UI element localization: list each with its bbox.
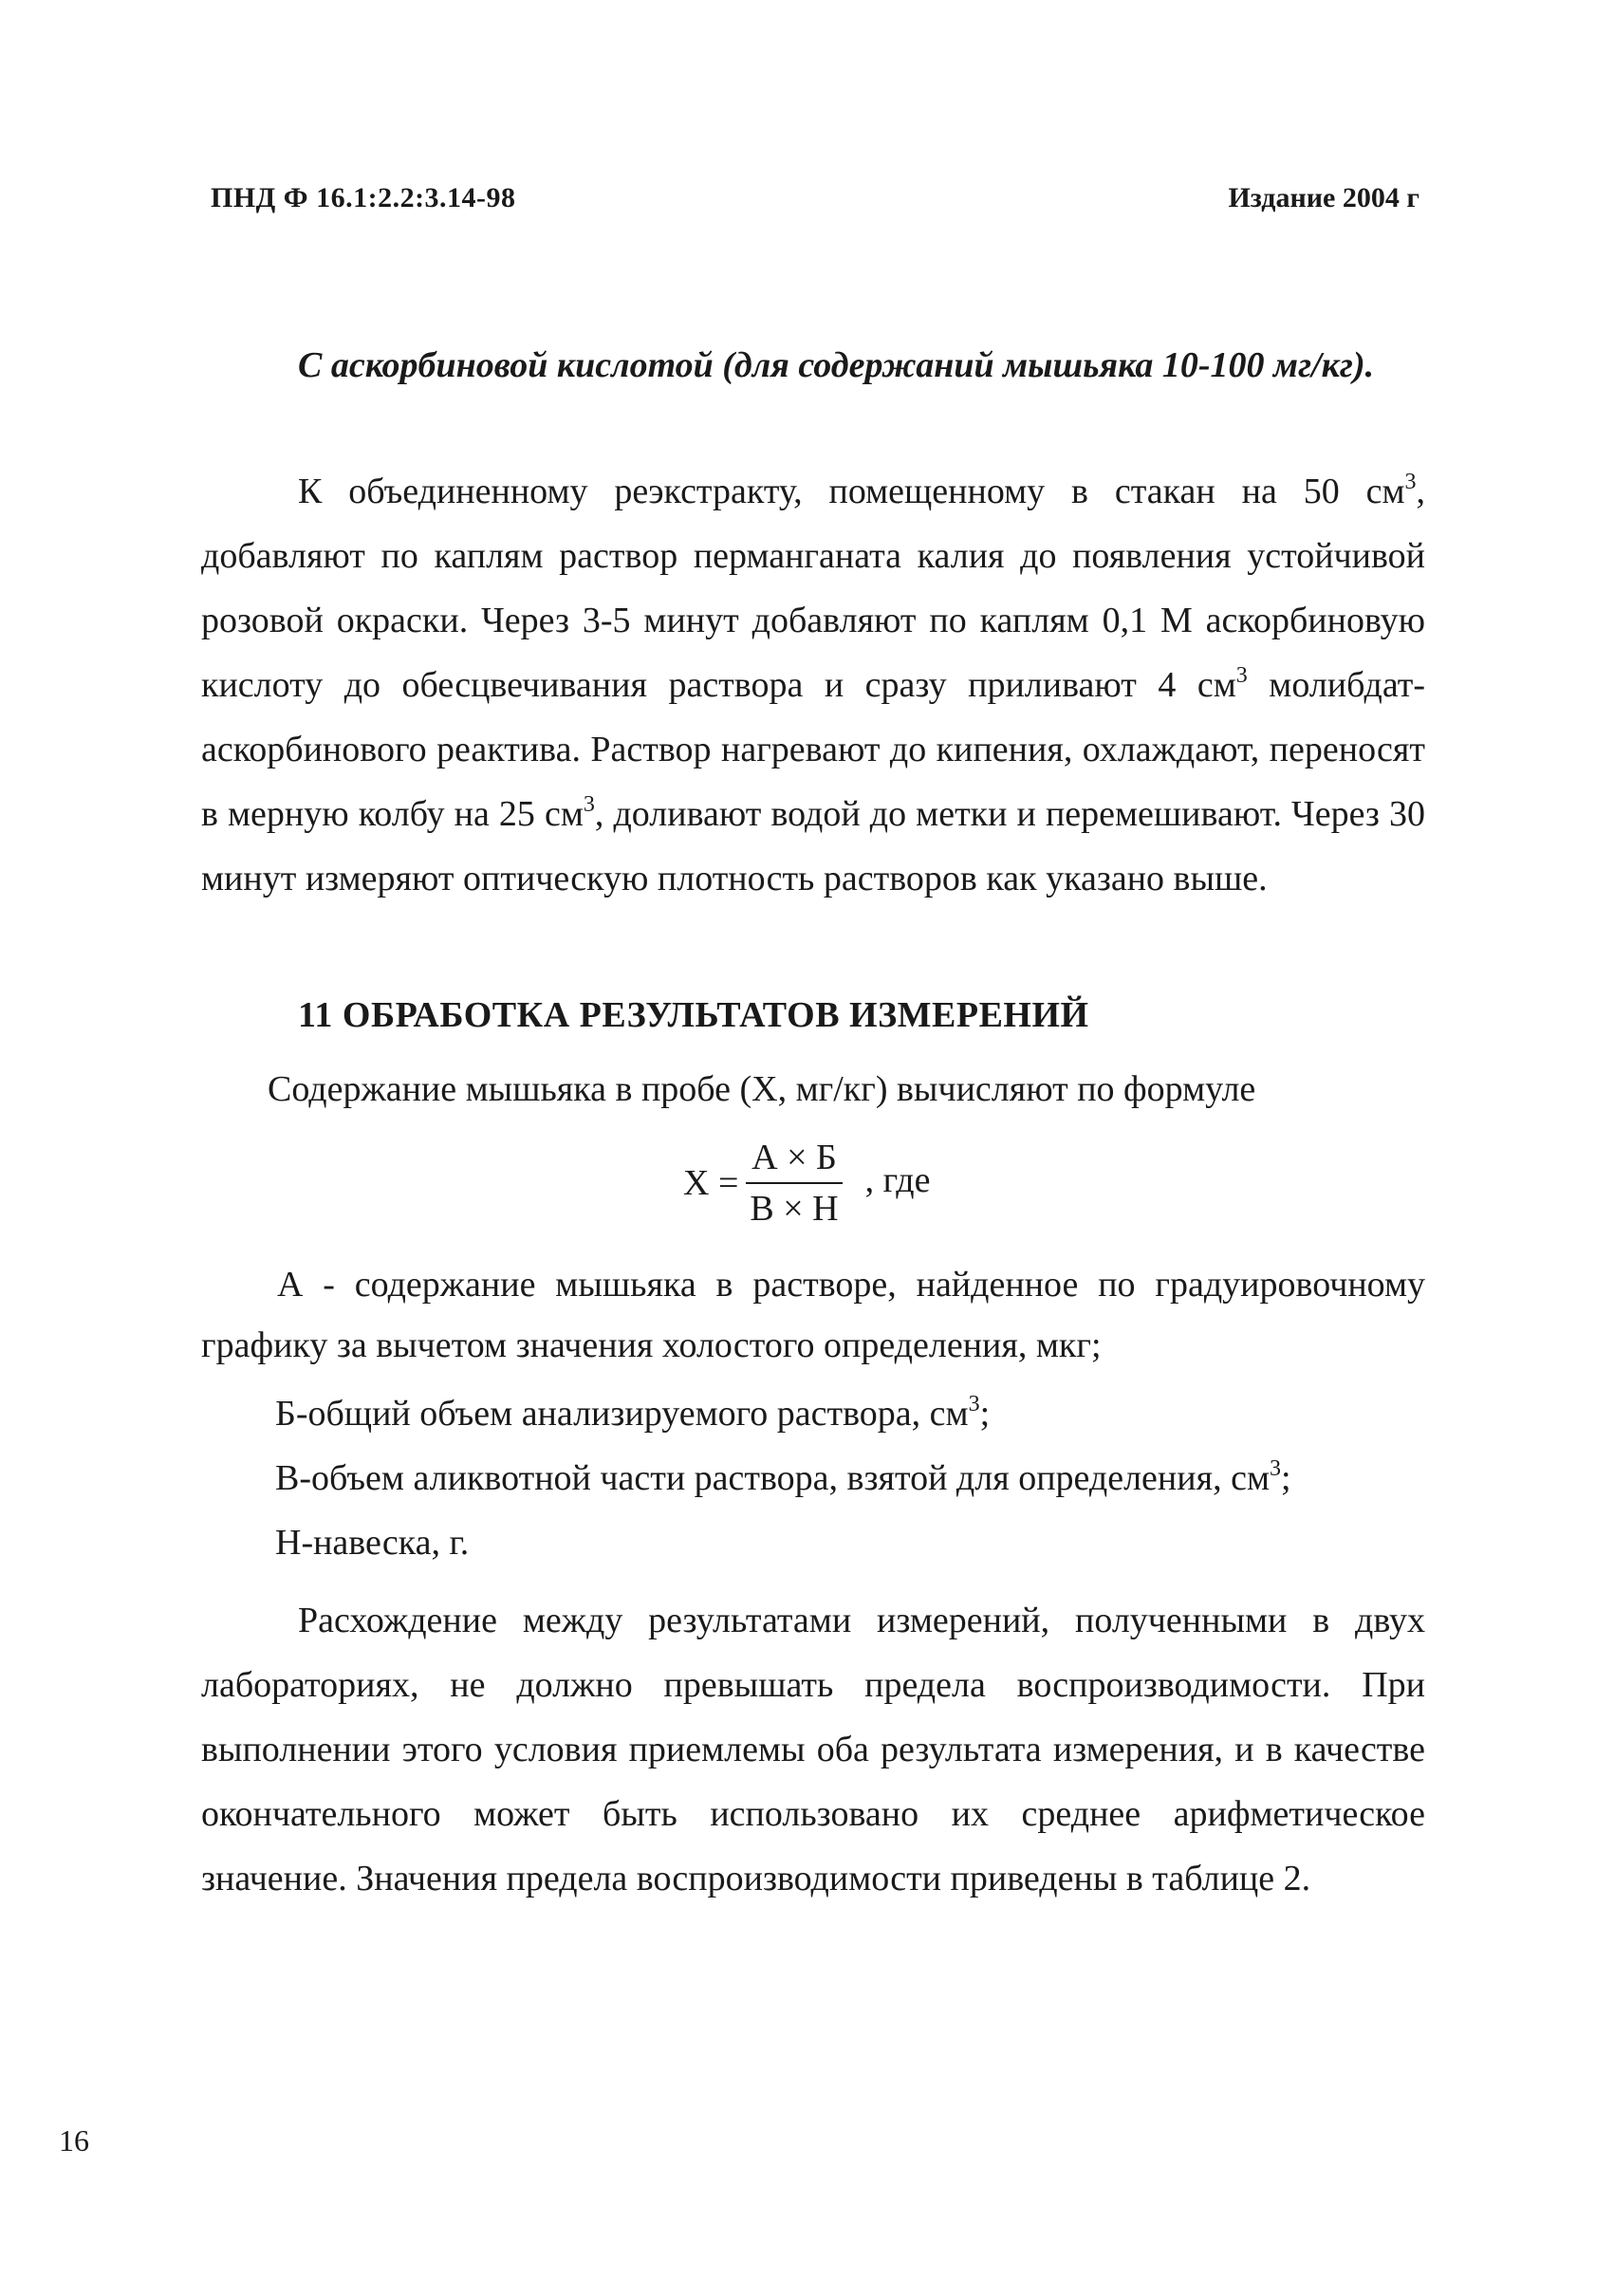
definition-text: В-объем аликвотной части раствора, взятой для определения, см <box>275 1458 1270 1498</box>
edition-label: Издание 2004 г <box>1228 182 1419 213</box>
formula <box>683 1137 931 1230</box>
page-number: 16 <box>59 2123 89 2157</box>
subsection-title: С аскорбиновой кислотой (для содержаний мышьяка 10-100 мг/кг). <box>298 345 1375 385</box>
paragraph-text: , добавляют по каплям раствор перманганата калия до появления устойчивой розовой окраски. Через 3-5 минут добавляют по каплям 0,1 М аскорбиновую кислоту до обесцвечивания раствора и сразу приливают 4 см <box>201 472 1425 705</box>
formula-intro: Содержание мышьяка в пробе (Х, мг/кг) вычисляют по формуле <box>268 1069 1256 1109</box>
definition-text: Б-общий объем анализируемого раствора, см <box>275 1394 969 1434</box>
superscript: 3 <box>968 1392 980 1416</box>
paragraph-text: , доливают водой до метки и перемешивают. Через 30 минут измеряют оптическую плотность растворов как указано выше. <box>201 794 1425 898</box>
reproducibility-paragraph: Расхождение между результатами измерений, полученными в двух лабораториях, не должно превышать предела воспроизводимости. При выполнении этого условия приемлемы оба результата измерения, и в качестве окончательного может быть использовано их среднее арифметическое значение. Значения предела воспроизводимости приведены в таблице 2. <box>201 1601 1425 1898</box>
definition-b <box>275 1393 990 1435</box>
superscript: 3 <box>583 792 595 817</box>
definition-v <box>275 1457 1291 1499</box>
paragraph-text: К объединенному реэкстракту, помещенному в стакан на 50 см <box>298 472 1405 511</box>
definition-punct: ; <box>1281 1458 1291 1498</box>
superscript: 3 <box>1404 470 1417 494</box>
superscript: 3 <box>1270 1456 1281 1481</box>
superscript: 3 <box>1235 663 1248 688</box>
formula-numerator: А × Б <box>746 1137 843 1184</box>
definition-punct: ; <box>979 1394 991 1434</box>
paragraph-text: молибдат-аскорбинового реактива. Раствор нагревают до кипения, охлаждают, переносят в мерную колбу на 25 см <box>201 665 1426 834</box>
procedure-paragraph <box>201 459 1425 911</box>
document-code: ПНД Ф 16.1:2.2:3.14-98 <box>211 182 516 213</box>
definition-n: Н-навеска, г. <box>275 1523 470 1563</box>
section-heading: 11 ОБРАБОТКА РЕЗУЛЬТАТОВ ИЗМЕРЕНИЙ <box>298 995 1089 1035</box>
formula-fraction <box>744 1137 844 1230</box>
formula-where: , где <box>864 1160 931 1200</box>
formula-denominator: В × Н <box>750 1189 839 1229</box>
definition-a: А - содержание мышьяка в растворе, найденное по градуировочному графику за вычетом значения холостого определения, мкг; <box>201 1265 1425 1365</box>
formula-lhs: Х = <box>683 1163 739 1203</box>
